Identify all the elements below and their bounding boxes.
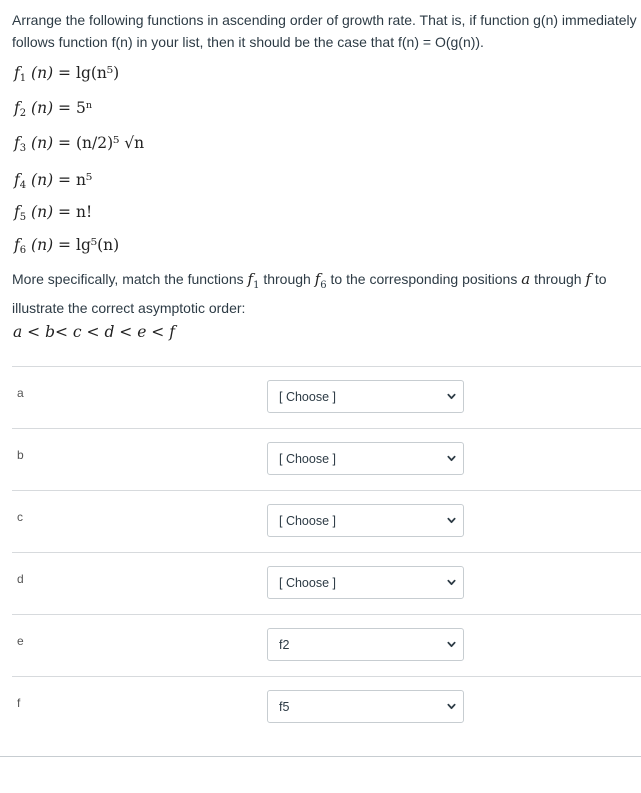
chevron-down-icon <box>447 454 456 463</box>
function-f6: $f_6$ (n) = lg⁵(n) <box>14 236 120 256</box>
match-label: d <box>17 572 24 586</box>
match-row-e <box>12 614 641 676</box>
match-row-f <box>12 676 641 738</box>
match-list <box>12 366 641 738</box>
match-row-d <box>12 552 641 614</box>
match-row-c <box>12 490 641 552</box>
select-value: [ Choose ] <box>279 576 336 590</box>
select-value: f2 <box>279 638 290 652</box>
function-f5: $f_5$ (n) = n! <box>14 203 93 223</box>
match-label: a <box>17 386 24 400</box>
match-select-e[interactable] <box>267 628 464 661</box>
match-label: f <box>17 696 21 710</box>
divider <box>0 756 641 757</box>
function-f4: $f_4$ (n) = n⁵ <box>14 171 93 191</box>
function-f2: $f_2$ (n) = 5ⁿ <box>14 99 93 119</box>
chevron-down-icon <box>447 392 456 401</box>
select-value: [ Choose ] <box>279 390 336 404</box>
function-f1: $f_1$ (n) = lg(n⁵) <box>14 64 120 84</box>
match-label: b <box>17 448 24 462</box>
function-f3: $f_3$ (n) = (n/2)⁵ √n <box>14 134 145 154</box>
chevron-down-icon <box>447 640 456 649</box>
select-value: [ Choose ] <box>279 452 336 466</box>
match-label: e <box>17 634 24 648</box>
match-select-d[interactable] <box>267 566 464 599</box>
match-row-b <box>12 428 641 490</box>
select-value: f5 <box>279 700 290 714</box>
match-select-a[interactable] <box>267 380 464 413</box>
select-value: [ Choose ] <box>279 514 336 528</box>
match-row-a <box>12 366 641 428</box>
match-select-c[interactable] <box>267 504 464 537</box>
question-intro: Arrange the following functions in ascending order of growth rate. That is, if function g(n) immediately follows function f(n) in your list, then it should be the case that f(n) = O(g(n)). <box>12 12 637 50</box>
instructions: More specifically, match the functions $f_1$ through $f_6$ to the corresponding positions a through f to illustrate the correct asymptotic order: <box>12 270 607 316</box>
chevron-down-icon <box>447 578 456 587</box>
asymptotic-order: a < b< c < d < e < f <box>13 323 175 341</box>
match-label: c <box>17 510 23 524</box>
match-select-b[interactable] <box>267 442 464 475</box>
match-select-f[interactable] <box>267 690 464 723</box>
chevron-down-icon <box>447 516 456 525</box>
chevron-down-icon <box>447 702 456 711</box>
